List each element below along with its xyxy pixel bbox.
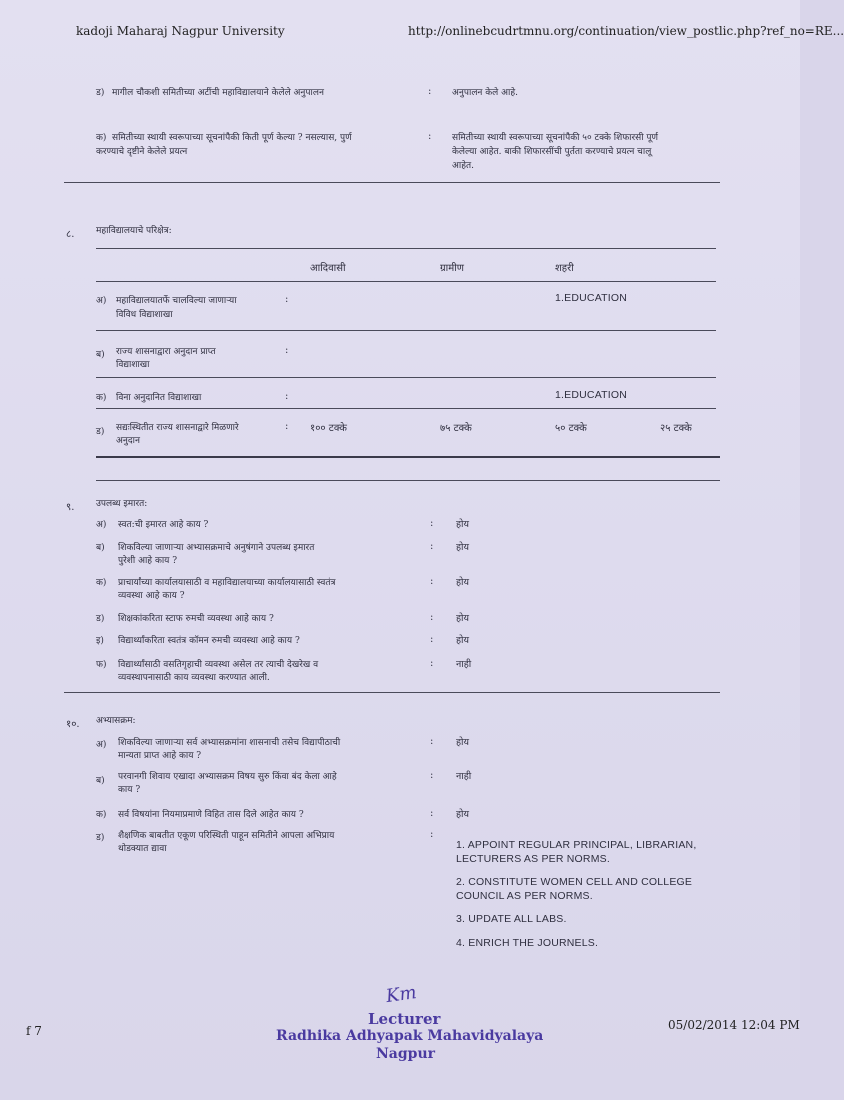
sec9-a-colon: : [430, 518, 434, 529]
sec9-e-question: विद्यार्थ्यांकरिता स्वतंत्र कॉमन रुमची व्यवस्था आहे काय ? [118, 636, 300, 646]
sec9-d-question: शिक्षकांकरिता स्टाफ रुमची व्यवस्था आहे काय ? [118, 614, 274, 624]
sec9-f-marker: फ) [96, 660, 107, 670]
grant-rural: ७५ टक्के [440, 423, 472, 434]
stamp-city: Nagpur [376, 1046, 436, 1062]
sec8-row-b-label-2: विद्याशाखा [116, 360, 150, 370]
sec9-title: उपलब्ध इमारत: [96, 499, 148, 509]
recommendation-1-line-2: LECTURERS AS PER NORMS. [456, 853, 610, 865]
header-url: http://onlinebcudrtmnu.org/continuation/view_postlic.php?ref_no=RE... [408, 24, 844, 38]
sec10-title: अभ्यासक्रम: [96, 716, 136, 726]
sec9-b-colon: : [430, 541, 434, 552]
sec9-d-colon: : [430, 612, 434, 623]
sec9-b-question-1: शिकविल्या जाणाऱ्या अभ्यासक्रमाचे अनुषंगाने उपलब्ध इमारत [118, 543, 315, 553]
grant-urban: ५० टक्के [555, 423, 587, 434]
sec8-number: ८. [66, 229, 75, 240]
sec8-row-b-label-1: राज्य शासनाद्वारा अनुदान प्राप्त [116, 347, 216, 357]
sec8-row-d-colon: : [285, 421, 289, 432]
sec8-row-a-label-1: महाविद्यालयातर्फे चालविल्या जाणाऱ्या [116, 296, 237, 306]
prev-k-colon: : [428, 131, 432, 142]
sec10-a-marker: अ) [96, 740, 107, 750]
table-top-rule [96, 248, 716, 249]
sec8-title: महाविद्यालयाचे परिक्षेत्र: [96, 226, 172, 236]
stamp-lecturer: Lecturer [368, 1010, 441, 1028]
sec9-c-question-1: प्राचार्यांच्या कार्यालयासाठी व महाविद्यालयाच्या कार्यालयासाठी स्वतंत्र [118, 578, 336, 588]
recommendation-1-line-1: 1. APPOINT REGULAR PRINCIPAL, LIBRARIAN, [456, 839, 697, 851]
table-bottom-rule [96, 456, 720, 458]
sec9-c-marker: क) [96, 578, 107, 588]
prev-d-colon: : [428, 86, 432, 97]
sec10-d-question-1: शैक्षणिक बाबतीत एकूण परिस्थिती पाहून समितीने आपला अभिप्राय [118, 831, 335, 841]
sec10-a-answer: होय [456, 737, 470, 748]
recommendation-2-line-2: COUNCIL AS PER NORMS. [456, 890, 593, 902]
prev-d-answer: अनुपालन केले आहे. [452, 88, 518, 98]
sec8-row-b-colon: : [285, 345, 289, 356]
sec8-row-d-marker: ड) [96, 427, 105, 437]
sec10-b-answer: नाही [456, 771, 472, 782]
prev-k-marker: क) [96, 133, 107, 143]
sec8-row-a-colon: : [285, 294, 289, 305]
sec10-b-marker: ब) [96, 776, 105, 786]
sec9-f-colon: : [430, 658, 434, 669]
sec10-c-colon: : [430, 808, 434, 819]
sec9-c-answer: होय [456, 577, 470, 588]
sec8-row-a-marker: अ) [96, 296, 107, 306]
sec9-e-colon: : [430, 634, 434, 645]
recommendation-2-line-1: 2. CONSTITUTE WOMEN CELL AND COLLEGE [456, 876, 693, 888]
sec9-e-marker: इ) [96, 636, 104, 646]
sec8-row-c-value: 1.EDUCATION [555, 389, 628, 401]
sec10-a-question-1: शिकविल्या जाणाऱ्या सर्व अभ्यासक्रमांना शासनाची तसेच विद्यापीठाची [118, 738, 341, 748]
sec8-row-d-label-1: सद्यःस्थितीत राज्य शासनाद्वारे मिळणारे [116, 423, 239, 433]
prev-d-marker: ड) [96, 88, 105, 98]
sec9-c-colon: : [430, 576, 434, 587]
sec10-number: १०. [66, 719, 80, 730]
stamp-college-name: Radhika Adhyapak Mahavidyalaya [276, 1028, 544, 1044]
sec9-a-question: स्वत:ची इमारत आहे काय ? [118, 520, 209, 530]
prev-k-question-1: समितीच्या स्थायी स्वरूपाच्या सूचनांपैकी किती पूर्ण केल्या ? नसल्यास, पुर्ण [112, 133, 352, 143]
row-rule [96, 377, 716, 378]
table-header-rule [96, 281, 716, 282]
signature: Km [384, 981, 418, 1008]
sec8-row-c-label: विना अनुदानित विद्याशाखा [116, 393, 202, 403]
col-tribal: आदिवासी [310, 263, 346, 274]
prev-d-question: मागील चौकशी समितीच्या अटींची महाविद्यालयाने केलेले अनुपालन [112, 88, 324, 98]
sec9-b-marker: ब) [96, 543, 105, 553]
grant-tribal: १०० टक्के [310, 423, 347, 434]
sec9-e-answer: होय [456, 635, 470, 646]
sec10-a-colon: : [430, 736, 434, 747]
sec8-row-c-marker: क) [96, 393, 107, 403]
divider [64, 182, 720, 183]
col-rural: ग्रामीण [440, 263, 465, 274]
sec9-f-question-1: विद्यार्थ्यांसाठी वसतिगृहाची व्यवस्था असेल तर त्याची देखरेख व [118, 660, 319, 670]
sec10-c-marker: क) [96, 810, 107, 820]
sec9-d-marker: ड) [96, 614, 105, 624]
row-rule [96, 408, 716, 409]
recommendation-3: 3. UPDATE ALL LABS. [456, 913, 567, 925]
sec8-row-d-label-2: अनुदान [116, 436, 140, 446]
prev-k-answer-2: केलेल्या आहेत. बाकी शिफारसींची पुर्तता करण्याचे प्रयत्न चालू [452, 147, 652, 157]
header-university: kadoji Maharaj Nagpur University [76, 24, 285, 38]
prev-k-answer-1: समितीच्या स्थायी स्वरूपाच्या सूचनांपैकी ५० टक्के शिफारसी पूर्ण [452, 133, 659, 143]
sec10-d-colon: : [430, 829, 434, 840]
sec9-number: ९. [66, 502, 75, 513]
sec9-a-answer: होय [456, 519, 470, 530]
sec10-c-answer: होय [456, 809, 470, 820]
sec8-row-a-value: 1.EDUCATION [555, 292, 628, 304]
sec9-b-answer: होय [456, 542, 470, 553]
sec10-d-marker: ड) [96, 833, 105, 843]
sec9-f-answer: नाही [456, 659, 472, 670]
grant-other: २५ टक्के [660, 423, 692, 434]
sec10-a-question-2: मान्यता प्राप्त आहे काय ? [118, 751, 202, 761]
sec10-b-question-1: परवानगी शिवाय एखादा अभ्यासक्रम विषय सुरु किंवा बंद केला आहे [118, 772, 337, 782]
sec9-b-question-2: पुरेशी आहे काय ? [118, 556, 178, 566]
recommendation-4: 4. ENRICH THE JOURNELS. [456, 937, 599, 949]
sec10-d-question-2: थोडक्यात द्यावा [118, 844, 167, 854]
prev-k-answer-3: आहेत. [452, 161, 474, 171]
sec10-c-question: सर्व विषयांना नियमाप्रमाणे विहित तास दिले आहेत काय ? [118, 810, 304, 820]
sec9-d-answer: होय [456, 613, 470, 624]
sec10-b-colon: : [430, 770, 434, 781]
footer-datetime: 05/02/2014 12:04 PM [668, 1018, 800, 1032]
prev-k-question-2: करण्याचे दृष्टीने केलेले प्रयत्न [96, 147, 188, 157]
sec8-row-b-marker: ब) [96, 350, 105, 360]
sec9-c-question-2: व्यवस्था आहे काय ? [118, 591, 185, 601]
divider [64, 692, 720, 693]
sec10-b-question-2: काय ? [118, 785, 141, 795]
sec8-row-a-label-2: विविध विद्याशाखा [116, 310, 173, 320]
footer-page-number: f 7 [26, 1024, 42, 1038]
table-bottom-rule-2 [96, 480, 720, 481]
sec9-a-marker: अ) [96, 520, 107, 530]
row-rule [96, 330, 716, 331]
col-urban: शहरी [555, 263, 574, 274]
sec8-row-c-colon: : [285, 391, 289, 402]
sec9-f-question-2: व्यवस्थापनासाठी काय व्यवस्था करण्यात आली. [118, 673, 270, 683]
